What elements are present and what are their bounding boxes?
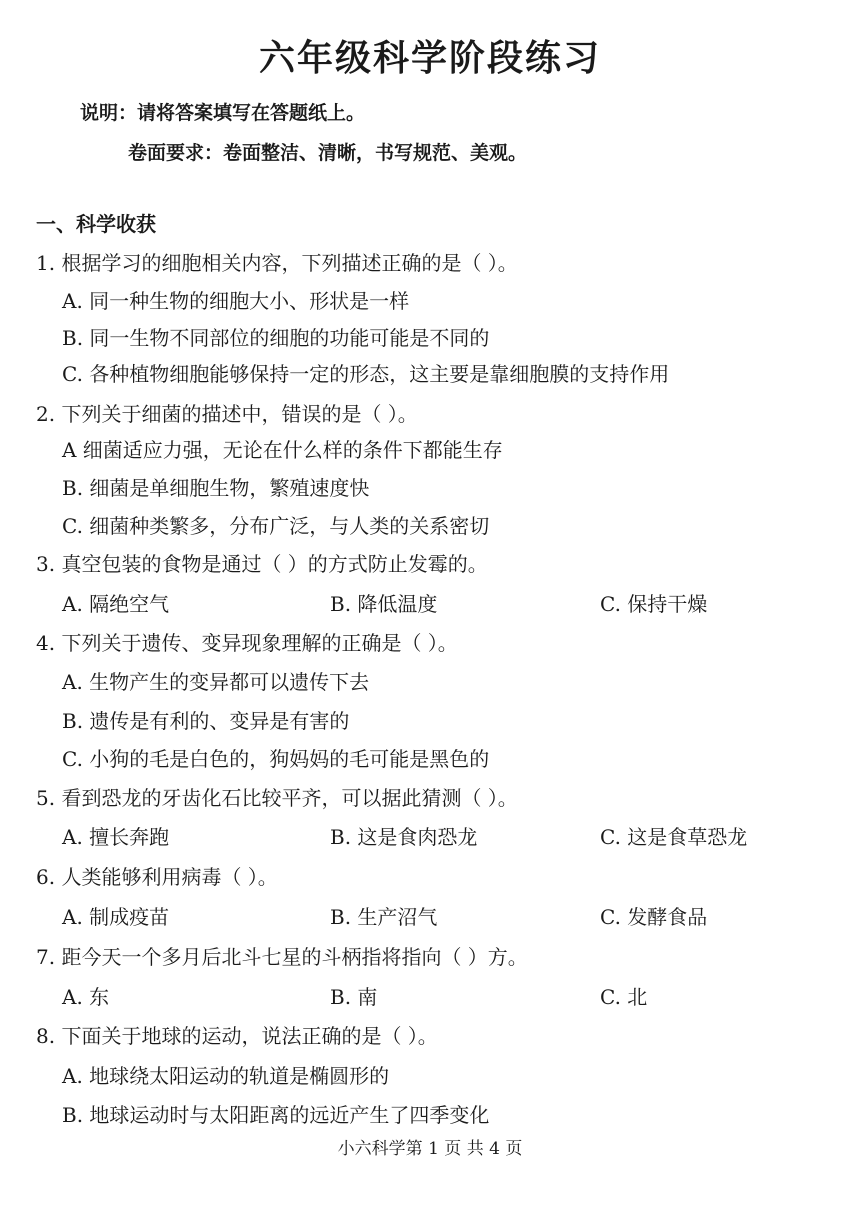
- question-option: B. 地球运动时与太阳距离的远近产生了四季变化: [62, 1103, 490, 1127]
- question-option: B. 降低温度: [330, 592, 438, 616]
- question-option: C. 发酵食品: [600, 905, 708, 929]
- question-option: C. 保持干燥: [600, 592, 708, 616]
- question-option: A 细菌适应力强，无论在什么样的条件下都能生存: [62, 438, 503, 462]
- question-option: C. 小狗的毛是白色的，狗妈妈的毛可能是黑色的: [62, 747, 490, 771]
- page-footer: 小六科学第 1 页 共 4 页: [337, 1139, 523, 1159]
- question-option: B. 遗传是有利的、变异是有害的: [62, 709, 350, 733]
- question-option: A. 生物产生的变异都可以遗传下去: [62, 670, 370, 694]
- question-stem: 7. 距今天一个多月后北斗七星的斗柄指将指向（ ）方。: [36, 945, 528, 969]
- question-stem: 3. 真空包装的食物是通过（ ）的方式防止发霉的。: [36, 552, 488, 576]
- page-title: 六年级科学阶段练习: [258, 38, 601, 79]
- question-option: A. 地球绕太阳运动的轨道是椭圆形的: [62, 1064, 390, 1088]
- neatness-requirement: 卷面要求：卷面整洁、清晰，书写规范、美观。: [128, 142, 528, 164]
- question-option: C. 这是食草恐龙: [600, 825, 748, 849]
- question-stem: 5. 看到恐龙的牙齿化石比较平齐，可以据此猜测（ ）。: [36, 786, 518, 810]
- question-stem: 8. 下面关于地球的运动，说法正确的是（ ）。: [36, 1024, 438, 1048]
- question-stem: 2. 下列关于细菌的描述中，错误的是（ ）。: [36, 402, 418, 426]
- instruction-note: 说明：请将答案填写在答题纸上。: [80, 102, 366, 124]
- question-option: A. 东: [62, 985, 110, 1009]
- question-stem: 4. 下列关于遗传、变异现象理解的正确是（ ）。: [36, 631, 458, 655]
- question-stem: 1. 根据学习的细胞相关内容，下列描述正确的是（ ）。: [36, 251, 518, 275]
- question-option: A. 制成疫苗: [62, 905, 170, 929]
- question-option: B. 同一生物不同部位的细胞的功能可能是不同的: [62, 326, 490, 350]
- question-option: B. 南: [330, 985, 378, 1009]
- question-option: A. 擅长奔跑: [62, 825, 170, 849]
- question-option: B. 生产沼气: [330, 905, 438, 929]
- question-option: A. 同一种生物的细胞大小、形状是一样: [62, 289, 410, 313]
- question-option: A. 隔绝空气: [62, 592, 170, 616]
- question-option: C. 各种植物细胞能够保持一定的形态，这主要是靠细胞膜的支持作用: [62, 362, 670, 386]
- question-option: C. 细菌种类繁多，分布广泛，与人类的关系密切: [62, 514, 490, 538]
- question-option: B. 细菌是单细胞生物，繁殖速度快: [62, 476, 370, 500]
- question-stem: 6. 人类能够利用病毒（ ）。: [36, 865, 278, 889]
- section-heading: 一、科学收获: [36, 212, 156, 236]
- question-option: B. 这是食肉恐龙: [330, 825, 478, 849]
- question-option: C. 北: [600, 985, 648, 1009]
